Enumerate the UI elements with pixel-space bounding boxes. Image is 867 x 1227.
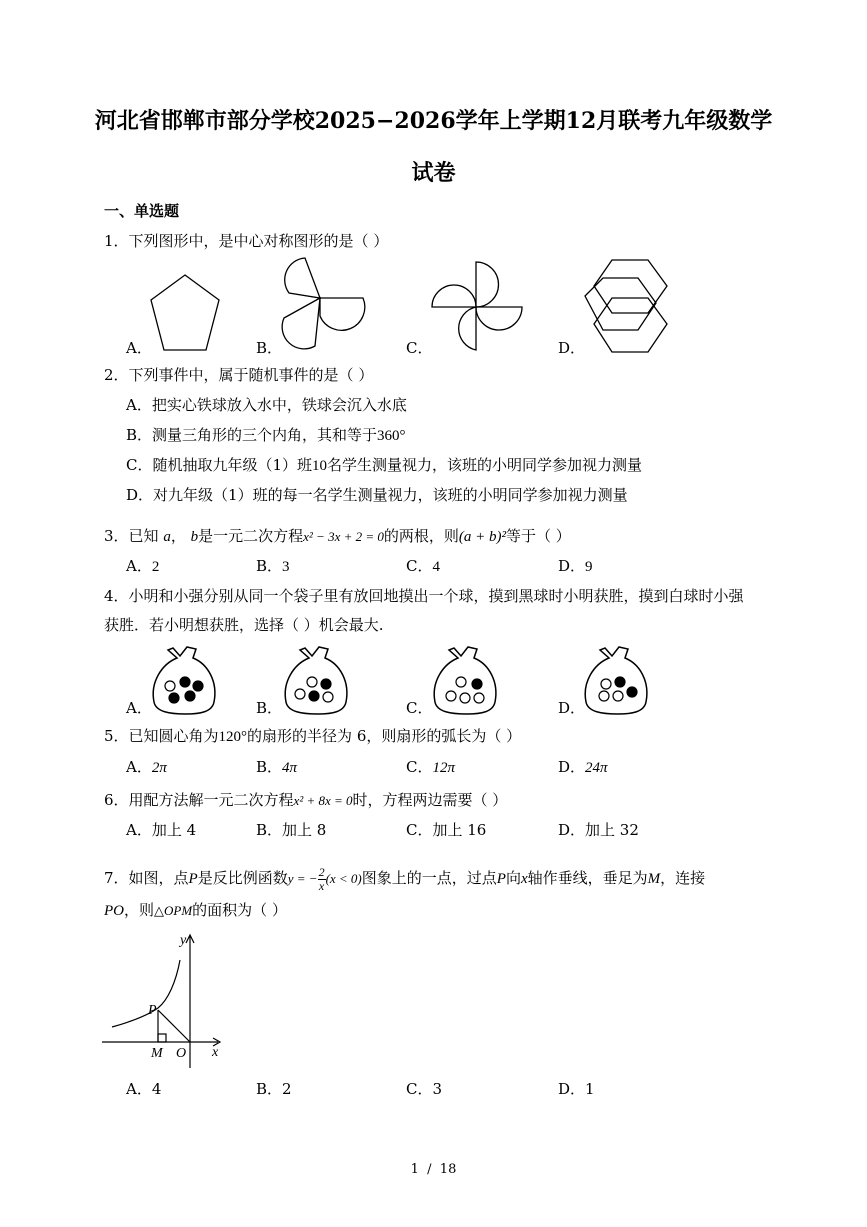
q7-point-p-2: P	[496, 871, 506, 887]
q5-text2: 的扇形的半径为 6，则扇形的弧长为（ ）	[247, 727, 522, 745]
hyperbola-curve	[112, 960, 180, 1027]
q7-fraction-denominator: x	[318, 878, 325, 893]
q7-text1: 7．如图，点	[104, 869, 189, 887]
q7-text8: 的面积为（ ）	[192, 901, 287, 919]
q5-stem	[104, 726, 521, 747]
q4-option-d-label: D．	[558, 699, 586, 717]
q3-option-b-label: B．	[256, 557, 283, 575]
q5-angle: 120°	[218, 729, 248, 745]
q6-equation: x² + 8x = 0	[293, 793, 353, 808]
label-y: y	[180, 933, 187, 948]
q6-option-c: C．加上 16	[406, 821, 487, 839]
q3-option-d-label: D．	[558, 557, 586, 575]
section-heading: 一、单选题	[104, 202, 180, 220]
pinwheel-four-blade-figure	[430, 262, 525, 354]
right-angle-mark	[158, 1034, 166, 1042]
q6-stem	[104, 790, 507, 811]
q3-option-b-value: 3	[282, 559, 290, 575]
q3-expression: (a + b)²	[458, 529, 507, 545]
q7-triangle: △OPM	[154, 903, 193, 918]
q2-option-d: D．对九年级（1）班的每一名学生测量视力，该班的小明同学参加视力测量	[126, 486, 628, 504]
q3-equation: x² − 3x + 2 = 0	[303, 529, 384, 544]
q2-option-b-text: B．测量三角形的三个内角，其和等于	[126, 426, 378, 444]
q2-option-c-num: 10	[312, 458, 328, 474]
q7-text6: ，连接	[660, 869, 706, 887]
q7-fraction-numerator: 2	[318, 864, 325, 879]
bag-b-figure	[282, 644, 354, 716]
q4-option-c-label: C．	[406, 699, 433, 717]
q3-text4: 的两根，则	[383, 527, 459, 545]
q6-text2: 时，方程两边需要（ ）	[352, 791, 508, 809]
q2-option-a: A．把实心铁球放入水中，铁球会沉入水底	[126, 396, 407, 414]
q6-option-b: B．加上 8	[256, 821, 327, 839]
pinwheel-three-blade-figure	[275, 258, 370, 353]
q3-text3: 是一元二次方程	[198, 527, 304, 545]
q7-segment-po: PO	[104, 903, 124, 919]
q1-option-a-label: A．	[126, 339, 152, 357]
pentagon-figure	[145, 268, 225, 353]
label-m: M	[151, 1046, 163, 1061]
q7-stem-line2	[104, 900, 287, 921]
q1-option-d-label: D．	[558, 339, 586, 357]
q6-text1: 6．用配方法解一元二次方程	[104, 791, 294, 809]
q3-option-a-label: A．	[126, 557, 152, 575]
q5-option-c-label: C．	[406, 758, 433, 776]
q5-option-c-value: 12π	[432, 760, 455, 776]
q7-function-lhs: y = −	[287, 871, 318, 886]
q3-text2: ，	[170, 527, 186, 545]
q5-option-a-value: 2π	[151, 760, 167, 776]
q7-text5: 轴作垂线，垂足为	[527, 869, 648, 887]
q2-option-c-text2: 名学生测量视力，该班的小明同学参加视力测量	[327, 456, 643, 474]
q5-option-b	[256, 757, 297, 778]
q7-point-p: P	[188, 871, 198, 887]
q4-stem-line2: 获胜．若小明想获胜，选择（ ）机会最大.	[104, 616, 384, 634]
q3-option-d	[558, 556, 593, 577]
q5-option-d-value: 24π	[585, 760, 608, 776]
q6-option-a: A．加上 4	[126, 821, 197, 839]
q3-option-c-label: C．	[406, 557, 433, 575]
page-title-line2: 试卷	[411, 160, 456, 186]
q7-option-d: D．1	[558, 1080, 595, 1098]
q7-text4: 向	[505, 869, 521, 887]
q5-option-c	[406, 757, 455, 778]
q5-option-b-value: 4π	[282, 760, 298, 776]
q7-text3: 图象上的一点，过点	[361, 869, 497, 887]
q3-option-c-value: 4	[432, 559, 440, 575]
label-x: x	[212, 1045, 219, 1060]
q3-stem	[104, 526, 571, 547]
segment-po	[158, 1010, 190, 1042]
q4-option-b-label: B．	[256, 699, 283, 717]
q3-var-b: b	[190, 529, 199, 545]
q3-text5: 等于（ ）	[506, 527, 571, 545]
q2-option-c	[126, 455, 642, 476]
label-o: O	[176, 1046, 187, 1061]
q4-option-a-label: A．	[126, 699, 152, 717]
q5-option-a	[126, 757, 167, 778]
q7-function-domain: (x < 0)	[325, 871, 362, 886]
q7-option-c: C．3	[406, 1080, 443, 1098]
q3-text1: 3．已知	[104, 527, 159, 545]
bag-a-figure	[150, 644, 222, 716]
q3-option-b	[256, 556, 290, 577]
label-p: P	[148, 1003, 157, 1018]
overlapping-hexagons-figure	[582, 258, 682, 354]
q3-option-a	[126, 556, 159, 577]
q7-stem-line1	[104, 860, 705, 897]
q7-function-fraction	[318, 866, 326, 893]
q2-option-b	[126, 425, 406, 446]
q1-option-c-label: C．	[406, 339, 433, 357]
q2-option-c-text1: C．随机抽取九年级（1）班	[126, 456, 313, 474]
q7-point-m: M	[647, 871, 661, 887]
q5-option-b-label: B．	[256, 758, 283, 776]
q7-option-b: B．2	[256, 1080, 292, 1098]
q6-option-d: D．加上 32	[558, 821, 639, 839]
q2-stem: 2．下列事件中，属于随机事件的是（ ）	[104, 366, 374, 384]
q7-option-a: A．4	[126, 1080, 162, 1098]
q3-option-a-value: 2	[151, 559, 160, 575]
q3-var-a: a	[163, 529, 171, 545]
q7-text2: 是反比例函数	[197, 869, 288, 887]
q7-text7: ，则	[124, 901, 155, 919]
q3-option-d-value: 9	[585, 559, 593, 575]
q1-stem: 1．下列图形中，是中心对称图形的是（ ）	[104, 232, 389, 250]
q5-option-d-label: D．	[558, 758, 586, 776]
q7-graph-figure	[100, 930, 230, 1070]
q5-text1: 5．已知圆心角为	[104, 727, 219, 745]
q3-option-c	[406, 556, 440, 577]
page-number: 1 / 18	[410, 1162, 457, 1177]
bag-c-figure	[431, 644, 503, 716]
q5-option-d	[558, 757, 608, 778]
q2-option-b-math: 360°	[377, 428, 406, 444]
q7-axis-x: x	[520, 871, 528, 887]
q1-option-b-label: B．	[256, 339, 283, 357]
bag-d-figure	[582, 644, 654, 716]
q5-option-a-label: A．	[126, 758, 152, 776]
q4-stem-line1: 4．小明和小强分别从同一个袋子里有放回地摸出一个球，摸到黑球时小明获胜，摸到白球时小强	[104, 587, 744, 605]
page-title: 河北省邯郸市部分学校2025−2026学年上学期12月联考九年级数学	[94, 108, 773, 134]
